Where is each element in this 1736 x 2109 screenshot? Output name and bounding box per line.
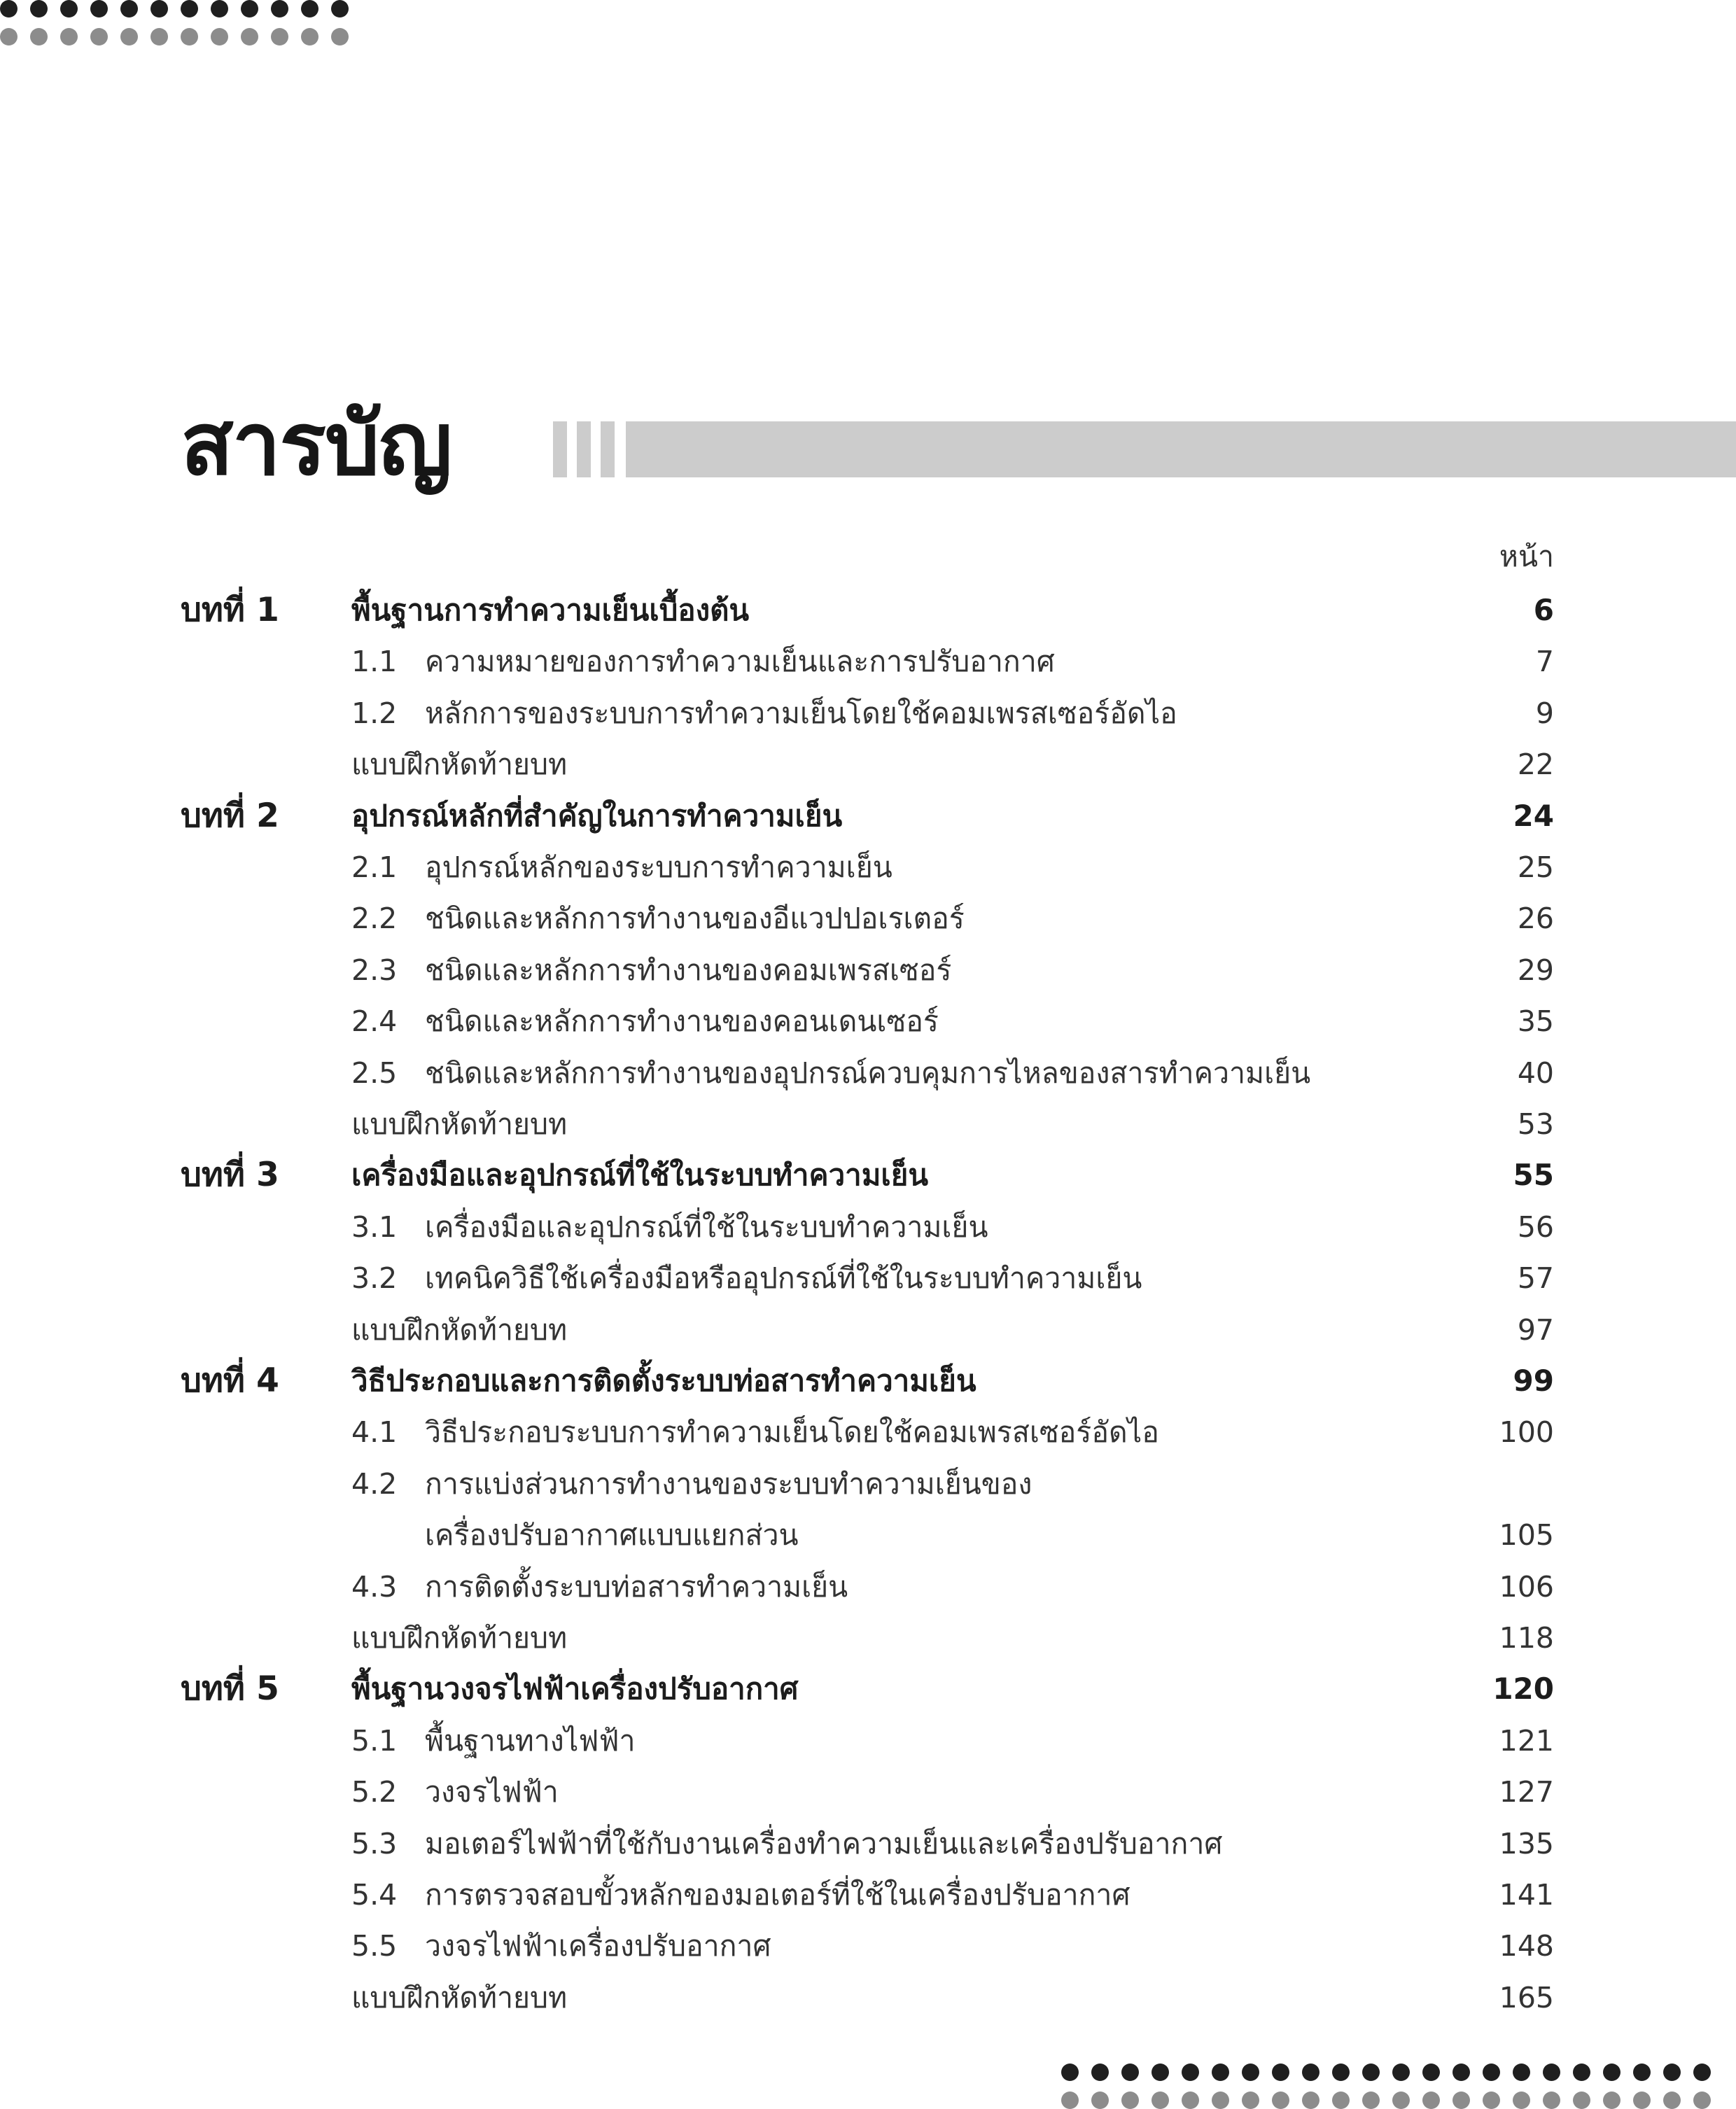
dot bbox=[1242, 2064, 1259, 2081]
dot-row-light bbox=[1061, 2092, 1723, 2109]
exercise-title: แบบฝึกหัดท้ายบท bbox=[351, 1980, 568, 2015]
section-page-number: 148 bbox=[1499, 1929, 1554, 1963]
dot bbox=[1182, 2064, 1199, 2081]
dot bbox=[181, 0, 198, 17]
section-title: ชนิดและหลักการทำงานของอีแวปปอเรเตอร์ bbox=[425, 902, 965, 936]
dot bbox=[1212, 2092, 1229, 2109]
chapter-page-number: 55 bbox=[1513, 1158, 1554, 1193]
section-number: 1.2 bbox=[351, 696, 398, 730]
dot bbox=[1091, 2092, 1109, 2109]
dot bbox=[211, 0, 228, 17]
toc-section-row bbox=[0, 1459, 1736, 1510]
dot-row-dark bbox=[0, 0, 361, 17]
dot bbox=[1422, 2064, 1440, 2081]
dot bbox=[0, 28, 18, 45]
dot bbox=[301, 0, 318, 17]
toc-section-row bbox=[0, 1510, 1736, 1561]
dot bbox=[211, 28, 228, 45]
dot bbox=[1513, 2064, 1530, 2081]
toc-section-row bbox=[0, 842, 1736, 893]
dot bbox=[1543, 2092, 1560, 2109]
chapter-label: บทที่ 2 bbox=[181, 796, 279, 835]
dot bbox=[150, 28, 168, 45]
bottom-dot-decoration bbox=[1061, 2064, 1723, 2109]
dot bbox=[1061, 2092, 1079, 2109]
toc-section-row bbox=[0, 1716, 1736, 1767]
toc-section-row bbox=[0, 1048, 1736, 1099]
exercise-title: แบบฝึกหัดท้ายบท bbox=[351, 1107, 568, 1141]
dot bbox=[30, 28, 48, 45]
section-page-number: 105 bbox=[1499, 1518, 1554, 1553]
dot bbox=[1302, 2092, 1320, 2109]
toc-section-row bbox=[0, 1202, 1736, 1253]
dot bbox=[1483, 2064, 1500, 2081]
section-page-number: 141 bbox=[1499, 1878, 1554, 1912]
toc-section-row bbox=[0, 1870, 1736, 1921]
dot bbox=[120, 28, 138, 45]
toc-section-row bbox=[0, 1253, 1736, 1304]
toc-exercise-row bbox=[0, 1305, 1736, 1356]
chapter-label: บทที่ 1 bbox=[181, 591, 279, 629]
section-number: 5.2 bbox=[351, 1775, 398, 1809]
section-title: หลักการของระบบการทำความเย็นโดยใช้คอมเพรสเซอร์อัดไอ bbox=[425, 696, 1177, 730]
section-title: ชนิดและหลักการทำงานของคอนเดนเซอร์ bbox=[425, 1004, 939, 1039]
toc-chapter-row bbox=[0, 585, 1736, 636]
toc-section-row bbox=[0, 1921, 1736, 1972]
section-number: 2.2 bbox=[351, 902, 398, 936]
toc-exercise-row bbox=[0, 1973, 1736, 2024]
dot bbox=[1302, 2064, 1320, 2081]
title-bar-stripe bbox=[553, 421, 567, 477]
section-title: การแบ่งส่วนการทำงานของระบบทำความเย็นของ bbox=[425, 1466, 1032, 1501]
dot bbox=[150, 0, 168, 17]
dot bbox=[1152, 2064, 1169, 2081]
dot bbox=[1633, 2064, 1651, 2081]
section-page-number: 35 bbox=[1517, 1004, 1554, 1039]
toc-section-row bbox=[0, 893, 1736, 944]
section-page-number: 29 bbox=[1517, 953, 1554, 987]
dot bbox=[1332, 2064, 1350, 2081]
title-bar-stripe bbox=[577, 421, 591, 477]
dot bbox=[1663, 2092, 1681, 2109]
chapter-title: วิธีประกอบและการติดตั้งระบบท่อสารทำความเย็น bbox=[351, 1364, 976, 1398]
section-title: การตรวจสอบขั้วหลักของมอเตอร์ที่ใช้ในเครื่องปรับอากาศ bbox=[425, 1878, 1130, 1912]
top-dot-decoration bbox=[0, 0, 361, 45]
exercise-page-number: 165 bbox=[1499, 1980, 1554, 2015]
section-title: อุปกรณ์หลักของระบบการทำความเย็น bbox=[425, 850, 892, 884]
title-bar-stripe bbox=[601, 421, 615, 477]
dot bbox=[1242, 2092, 1259, 2109]
dot bbox=[1543, 2064, 1560, 2081]
chapter-title: พื้นฐานวงจรไฟฟ้าเครื่องปรับอากาศ bbox=[351, 1672, 799, 1707]
toc-chapter-row bbox=[0, 1150, 1736, 1201]
dot-row-dark bbox=[1061, 2064, 1723, 2081]
section-number: 2.3 bbox=[351, 953, 398, 987]
section-title: การติดตั้งระบบท่อสารทำความเย็น bbox=[425, 1569, 848, 1604]
section-number: 2.5 bbox=[351, 1056, 398, 1090]
chapter-label: บทที่ 5 bbox=[181, 1669, 279, 1709]
section-number: 4.2 bbox=[351, 1466, 398, 1501]
section-number: 2.1 bbox=[351, 850, 398, 884]
dot bbox=[301, 28, 318, 45]
section-title: ชนิดและหลักการทำงานของอุปกรณ์ควบคุมการไหลของสารทำความเย็น bbox=[425, 1056, 1311, 1090]
exercise-title: แบบฝึกหัดท้ายบท bbox=[351, 748, 568, 782]
dot bbox=[1061, 2064, 1079, 2081]
dot bbox=[1152, 2092, 1169, 2109]
section-title: มอเตอร์ไฟฟ้าที่ใช้กับงานเครื่องทำความเย็นและเครื่องปรับอากาศ bbox=[425, 1826, 1223, 1861]
chapter-page-number: 99 bbox=[1513, 1364, 1554, 1398]
dot bbox=[1603, 2092, 1620, 2109]
exercise-page-number: 97 bbox=[1517, 1312, 1554, 1347]
exercise-title: แบบฝึกหัดท้ายบท bbox=[351, 1621, 568, 1655]
section-number: 4.1 bbox=[351, 1415, 398, 1450]
section-page-number: 100 bbox=[1499, 1415, 1554, 1450]
dot bbox=[120, 0, 138, 17]
chapter-page-number: 24 bbox=[1513, 798, 1554, 833]
dot bbox=[1362, 2064, 1380, 2081]
dot bbox=[1513, 2092, 1530, 2109]
section-title: พื้นฐานทางไฟฟ้า bbox=[425, 1723, 636, 1758]
dot bbox=[331, 28, 349, 45]
section-number: 5.4 bbox=[351, 1878, 398, 1912]
dot bbox=[241, 0, 258, 17]
dot bbox=[1182, 2092, 1199, 2109]
dot bbox=[1603, 2064, 1620, 2081]
dot bbox=[0, 0, 18, 17]
dot bbox=[1422, 2092, 1440, 2109]
chapter-label: บทที่ 3 bbox=[181, 1156, 279, 1195]
dot bbox=[1091, 2064, 1109, 2081]
section-page-number: 26 bbox=[1517, 902, 1554, 936]
dot bbox=[1693, 2064, 1711, 2081]
section-number: 5.5 bbox=[351, 1929, 398, 1963]
dot bbox=[1392, 2092, 1410, 2109]
chapter-title: พื้นฐานการทำความเย็นเบื้องต้น bbox=[351, 593, 750, 627]
section-page-number: 121 bbox=[1499, 1723, 1554, 1758]
section-page-number: 9 bbox=[1535, 696, 1554, 730]
section-number: 5.3 bbox=[351, 1826, 398, 1861]
dot bbox=[1121, 2092, 1139, 2109]
dot bbox=[90, 28, 108, 45]
dot bbox=[60, 0, 78, 17]
title-bar-decoration bbox=[553, 421, 1736, 477]
section-number: 1.1 bbox=[351, 645, 398, 679]
dot bbox=[30, 0, 48, 17]
section-page-number: 135 bbox=[1499, 1826, 1554, 1861]
chapter-label: บทที่ 4 bbox=[181, 1361, 279, 1400]
section-number: 4.3 bbox=[351, 1569, 398, 1604]
section-number: 3.1 bbox=[351, 1210, 398, 1244]
dot bbox=[1272, 2092, 1289, 2109]
dot bbox=[1392, 2064, 1410, 2081]
page-column-label: หน้า bbox=[1499, 540, 1554, 573]
toc-chapter-row bbox=[0, 1356, 1736, 1407]
dot bbox=[1212, 2064, 1229, 2081]
section-number: 3.2 bbox=[351, 1261, 398, 1296]
section-page-number: 57 bbox=[1517, 1261, 1554, 1296]
section-page-number: 106 bbox=[1499, 1569, 1554, 1604]
section-page-number: 25 bbox=[1517, 850, 1554, 884]
toc-section-row bbox=[0, 1407, 1736, 1458]
dot bbox=[1121, 2064, 1139, 2081]
section-title: เทคนิควิธีใช้เครื่องมือหรืออุปกรณ์ที่ใช้ในระบบทำความเย็น bbox=[425, 1261, 1142, 1296]
toc-chapter-row bbox=[0, 1664, 1736, 1715]
page-title: สารบัญ bbox=[181, 394, 451, 495]
dot bbox=[1452, 2064, 1470, 2081]
dot-row-light bbox=[0, 28, 361, 45]
dot bbox=[1452, 2092, 1470, 2109]
toc-exercise-row bbox=[0, 1613, 1736, 1664]
dot bbox=[1573, 2064, 1590, 2081]
section-title: วงจรไฟฟ้าเครื่องปรับอากาศ bbox=[425, 1929, 771, 1963]
chapter-page-number: 6 bbox=[1533, 593, 1554, 627]
dot bbox=[60, 28, 78, 45]
dot bbox=[1332, 2092, 1350, 2109]
section-page-number: 127 bbox=[1499, 1775, 1554, 1809]
chapter-title: เครื่องมือและอุปกรณ์ที่ใช้ในระบบทำความเย็น bbox=[351, 1158, 929, 1193]
toc-section-row bbox=[0, 945, 1736, 996]
toc-section-row bbox=[0, 1562, 1736, 1613]
dot bbox=[271, 28, 288, 45]
section-title: วิธีประกอบระบบการทำความเย็นโดยใช้คอมเพรสเซอร์อัดไอ bbox=[425, 1415, 1159, 1450]
chapter-page-number: 120 bbox=[1492, 1672, 1554, 1707]
section-page-number: 40 bbox=[1517, 1056, 1554, 1090]
dot bbox=[1663, 2064, 1681, 2081]
dot bbox=[1362, 2092, 1380, 2109]
exercise-page-number: 118 bbox=[1499, 1621, 1554, 1655]
toc-section-row bbox=[0, 688, 1736, 739]
dot bbox=[1573, 2092, 1590, 2109]
section-number: 5.1 bbox=[351, 1723, 398, 1758]
toc-section-row bbox=[0, 1819, 1736, 1870]
dot bbox=[1272, 2064, 1289, 2081]
dot bbox=[181, 28, 198, 45]
exercise-page-number: 53 bbox=[1517, 1107, 1554, 1141]
toc-exercise-row bbox=[0, 1099, 1736, 1150]
dot bbox=[90, 0, 108, 17]
toc-section-row bbox=[0, 996, 1736, 1047]
toc-section-row bbox=[0, 1767, 1736, 1818]
section-title: วงจรไฟฟ้า bbox=[425, 1775, 559, 1809]
toc-section-row bbox=[0, 636, 1736, 687]
title-bar-long bbox=[626, 421, 1736, 477]
dot bbox=[1633, 2092, 1651, 2109]
exercise-page-number: 22 bbox=[1517, 748, 1554, 782]
toc-chapter-row bbox=[0, 791, 1736, 842]
section-title: เครื่องปรับอากาศแบบแยกส่วน bbox=[425, 1518, 799, 1553]
dot bbox=[271, 0, 288, 17]
section-number: 2.4 bbox=[351, 1004, 398, 1039]
dot bbox=[241, 28, 258, 45]
section-title: เครื่องมือและอุปกรณ์ที่ใช้ในระบบทำความเย็น bbox=[425, 1210, 988, 1244]
dot bbox=[331, 0, 349, 17]
section-page-number: 7 bbox=[1535, 645, 1554, 679]
exercise-title: แบบฝึกหัดท้ายบท bbox=[351, 1312, 568, 1347]
dot bbox=[1693, 2092, 1711, 2109]
section-page-number: 56 bbox=[1517, 1210, 1554, 1244]
dot bbox=[1483, 2092, 1500, 2109]
toc-exercise-row bbox=[0, 739, 1736, 790]
chapter-title: อุปกรณ์หลักที่สำคัญในการทำความเย็น bbox=[351, 798, 843, 833]
section-title: ความหมายของการทำความเย็นและการปรับอากาศ bbox=[425, 645, 1055, 679]
section-title: ชนิดและหลักการทำงานของคอมเพรสเซอร์ bbox=[425, 953, 952, 987]
